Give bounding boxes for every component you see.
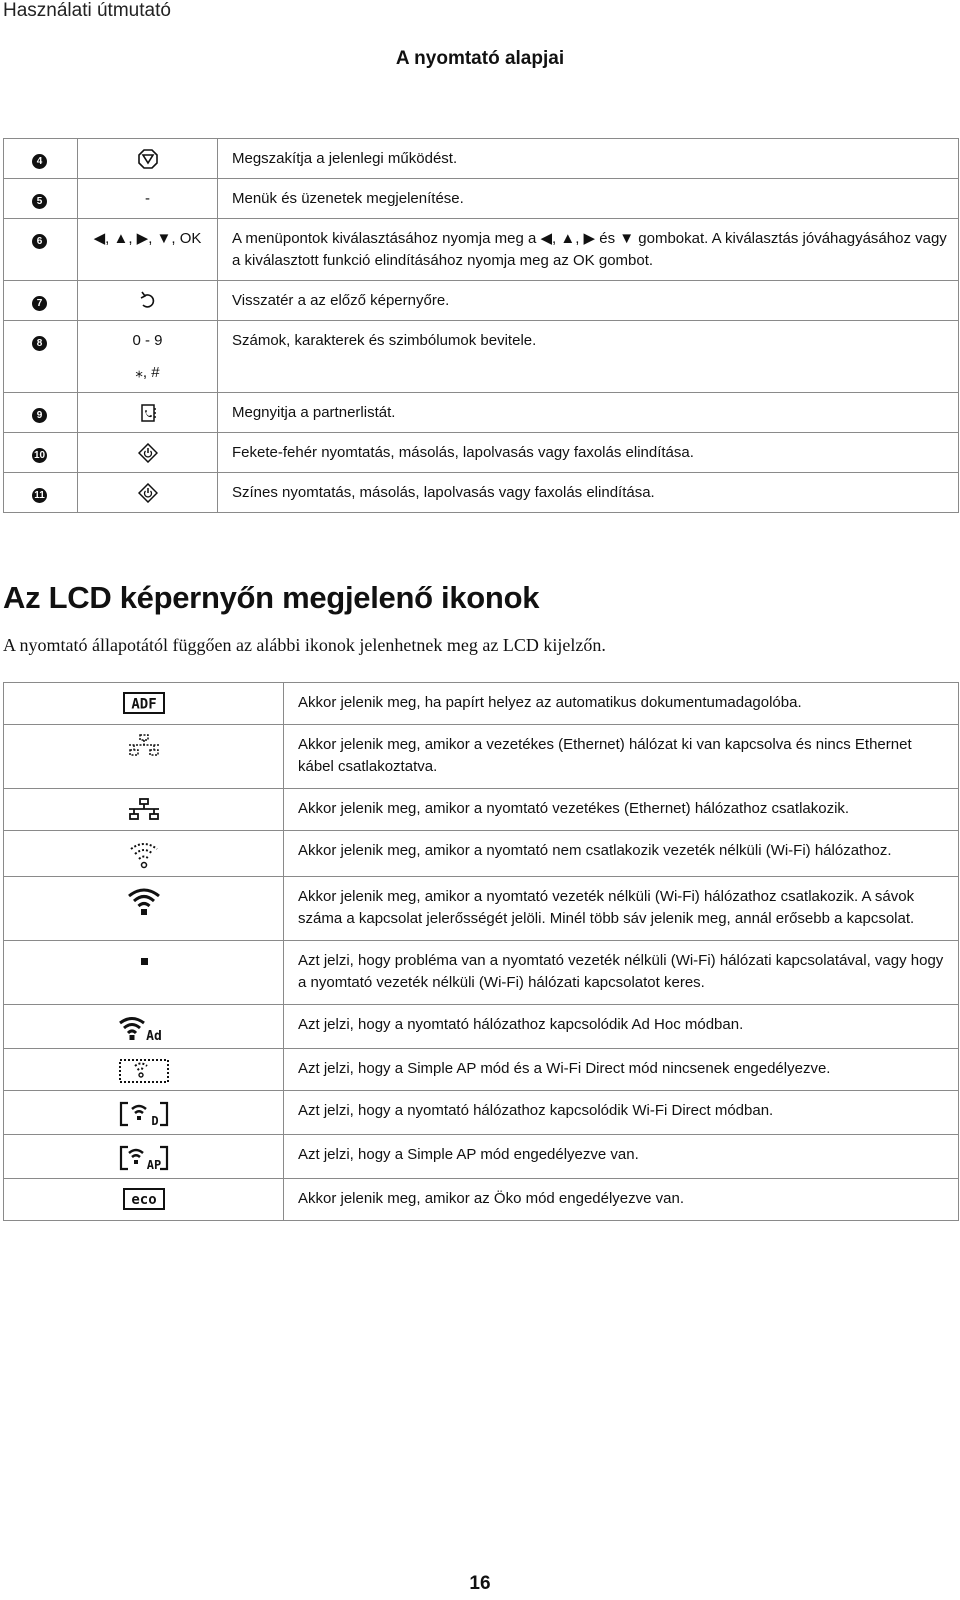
row-number: 11: [32, 488, 47, 503]
eco-icon: [123, 1188, 165, 1210]
button-cell: [78, 219, 218, 281]
icon-cell: [4, 831, 284, 877]
adhoc-icon: [119, 1014, 169, 1042]
table-row: [4, 1049, 959, 1091]
description-cell: Azt jelzi, hogy a nyomtató hálózathoz kapcsolódik Wi-Fi Direct módban.: [284, 1091, 959, 1135]
description-cell: Azt jelzi, hogy probléma van a nyomtató vezeték nélküli (Wi-Fi) hálózati kapcsolatával, vagy hogy a nyomtató vezeték nélküli (Wi-Fi) hálózati kapcsolatot keres.: [284, 941, 959, 1005]
adhoc-icon-text: Ad: [145, 1029, 162, 1042]
row-number: 10: [33, 450, 46, 461]
description-cell: Menük és üzenetek megjelenítése.: [218, 179, 959, 219]
description-cell: Akkor jelenik meg, amikor a nyomtató vezetékes (Ethernet) hálózathoz csatlakozik.: [284, 789, 959, 831]
description-cell: Megszakítja a jelenlegi működést.: [218, 139, 959, 179]
table-row: [4, 1005, 959, 1049]
row-number: 8: [32, 336, 47, 351]
button-cell: [78, 321, 218, 393]
wifi-searching-icon: [138, 950, 150, 972]
description-cell: Azt jelzi, hogy a nyomtató hálózathoz kapcsolódik Ad Hoc módban.: [284, 1005, 959, 1049]
description-cell: Azt jelzi, hogy a Simple AP mód engedélyezve van.: [284, 1135, 959, 1179]
table-row: [4, 789, 959, 831]
section-title: A nyomtató alapjai: [395, 48, 565, 69]
document-title: Használati útmutató: [3, 0, 171, 21]
button-cell: [78, 139, 218, 179]
icon-cell: [4, 789, 284, 831]
row-number: 4: [32, 154, 47, 169]
row-number-cell: [4, 281, 78, 321]
button-cell: [78, 179, 218, 219]
table-row: [4, 1179, 959, 1221]
description-cell: Számok, karakterek és szimbólumok bevitele.: [218, 321, 959, 393]
description-cell: Visszatér a az előző képernyőre.: [218, 281, 959, 321]
table-row: [4, 831, 959, 877]
start-color-icon: [138, 483, 158, 503]
icon-cell: [4, 683, 284, 725]
page-number: 16: [469, 1573, 491, 1594]
icon-cell: [4, 877, 284, 941]
table-row: [4, 683, 959, 725]
table-row: [4, 321, 959, 393]
button-cell: [78, 473, 218, 513]
row-number-cell: [4, 219, 78, 281]
button-label: 0 - 9: [132, 332, 163, 349]
wifi-direct-icon-text: D: [150, 1114, 159, 1128]
description-cell: Akkor jelenik meg, amikor az Öko mód engedélyezve van.: [284, 1179, 959, 1221]
row-number-cell: [4, 139, 78, 179]
button-label: -: [145, 190, 150, 207]
description-cell: Azt jelzi, hogy a Simple AP mód és a Wi-Fi Direct mód nincsenek engedélyezve.: [284, 1049, 959, 1091]
ethernet-connected-icon: [127, 798, 161, 824]
back-icon: [139, 291, 157, 311]
description-cell: Akkor jelenik meg, amikor a vezetékes (Ethernet) hálózat ki van kapcsolva és nincs Ethernet kábel csatlakoztatva.: [284, 725, 959, 789]
row-number: 7: [32, 296, 47, 311]
row-number: 6: [32, 234, 47, 249]
table-row: [4, 139, 959, 179]
description-cell: A menüpontok kiválasztásához nyomja meg a ◀, ▲, ▶ és ▼ gombokat. A kiválasztás jóváhagyásához vagy a kiválasztott funkció elindításához nyomja meg az OK gombot.: [218, 219, 959, 281]
description-cell: Akkor jelenik meg, ha papírt helyez az automatikus dokumentumadagolóba.: [284, 683, 959, 725]
wifi-disconnected-icon: [129, 840, 159, 870]
icon-cell: [4, 941, 284, 1005]
table-row: [4, 473, 959, 513]
adf-icon-text: ADF: [130, 696, 157, 713]
lcd-icons-heading: Az LCD képernyőn megjelenő ikonok: [3, 580, 540, 615]
stop-icon: [138, 149, 158, 169]
table-row: [4, 393, 959, 433]
icon-cell: [4, 1091, 284, 1135]
table-row: [4, 725, 959, 789]
wifi-direct-icon: [119, 1100, 169, 1128]
table-row: [4, 281, 959, 321]
row-number-cell: [4, 473, 78, 513]
contacts-icon: [139, 403, 157, 423]
description-cell: Fekete-fehér nyomtatás, másolás, lapolvasás vagy faxolás elindítása.: [218, 433, 959, 473]
adf-icon: [123, 692, 165, 714]
row-number-cell: [4, 179, 78, 219]
lcd-icons-table: [3, 682, 959, 1221]
row-number-cell: [4, 433, 78, 473]
button-label-secondary: ⁎, #: [135, 364, 160, 381]
row-number-cell: [4, 393, 78, 433]
icon-cell: [4, 725, 284, 789]
description-cell: Megnyitja a partnerlistát.: [218, 393, 959, 433]
eco-icon-text: eco: [130, 1192, 157, 1209]
lcd-icons-intro: A nyomtató állapotától függően az alábbi ikonok jelenhetnek meg az LCD kijelzőn.: [3, 635, 606, 655]
icon-cell: [4, 1049, 284, 1091]
icon-cell: [4, 1005, 284, 1049]
table-row: [4, 941, 959, 1005]
table-row: [4, 1135, 959, 1179]
row-number-cell: [4, 321, 78, 393]
button-cell: [78, 393, 218, 433]
buttons-table: [3, 138, 959, 513]
wifi-direct-disabled-icon: [119, 1058, 169, 1084]
table-row: [4, 877, 959, 941]
table-row: [4, 1091, 959, 1135]
table-row: [4, 219, 959, 281]
icon-cell: [4, 1179, 284, 1221]
row-number: 9: [32, 408, 47, 423]
start-bw-icon: [138, 443, 158, 463]
button-label: ◀, ▲, ▶, ▼, OK: [93, 230, 202, 247]
description-cell: Akkor jelenik meg, amikor a nyomtató vezeték nélküli (Wi-Fi) hálózathoz csatlakozik. A sávok száma a kapcsolat jelerősségét jelöli. Minél több sáv jelenik meg, annál erősebb a kapcsolat.: [284, 877, 959, 941]
simple-ap-icon: [119, 1144, 169, 1172]
description-cell: Színes nyomtatás, másolás, lapolvasás vagy faxolás elindítása.: [218, 473, 959, 513]
table-row: [4, 179, 959, 219]
description-cell: Akkor jelenik meg, amikor a nyomtató nem csatlakozik vezeték nélküli (Wi-Fi) hálózathoz.: [284, 831, 959, 877]
row-number: 5: [32, 194, 47, 209]
ethernet-disconnected-icon: [127, 734, 161, 760]
button-cell: [78, 281, 218, 321]
simple-ap-icon-text: AP: [146, 1158, 161, 1172]
button-cell: [78, 433, 218, 473]
wifi-connected-icon: [127, 886, 161, 916]
icon-cell: [4, 1135, 284, 1179]
table-row: [4, 433, 959, 473]
